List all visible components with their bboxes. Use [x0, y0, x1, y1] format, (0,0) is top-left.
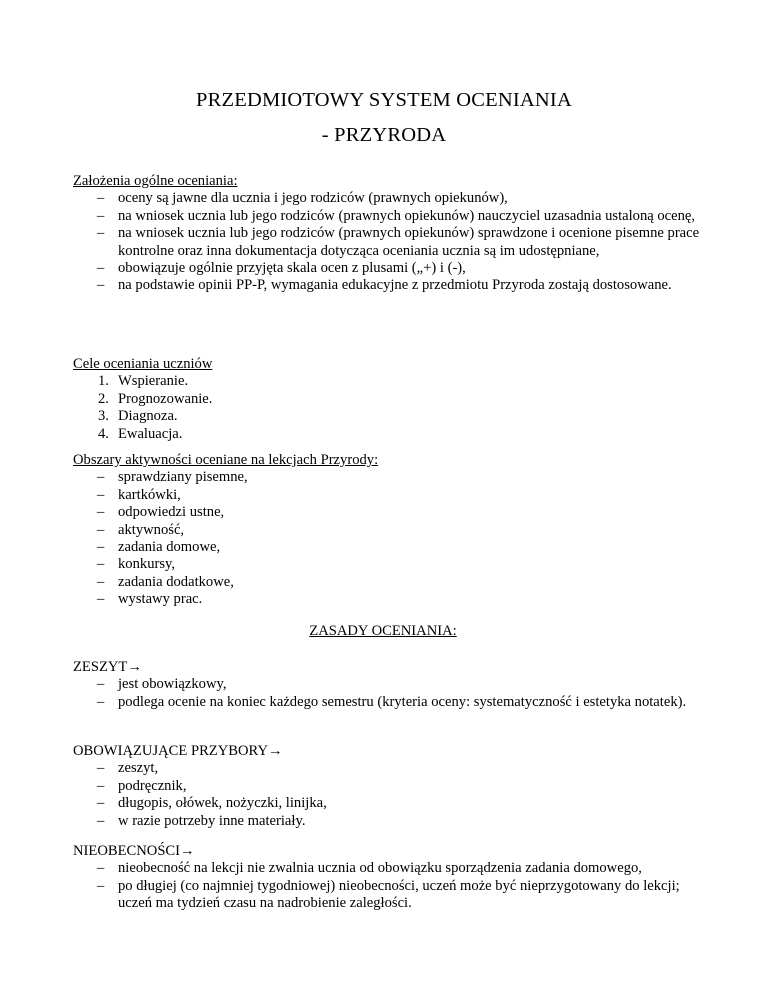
list-item [73, 487, 713, 504]
list-item [73, 504, 713, 521]
list-item [73, 522, 713, 539]
list-item-text: kartkówki, [118, 486, 181, 503]
list-item-text: podlega ocenie na koniec każdego semestru (kryteria oceny: systematyczność i estetyka notatek). [118, 693, 687, 710]
list-item-text: zeszyt, [118, 760, 159, 777]
dash-bullet: – [97, 795, 105, 812]
list-item [73, 760, 713, 777]
dash-bullet: – [97, 777, 105, 794]
list-item-text: Ewaluacja. [118, 425, 183, 442]
list-item [73, 813, 713, 830]
dash-bullet: – [97, 504, 105, 521]
dash-bullet: – [97, 556, 105, 573]
section-obszary [73, 452, 713, 609]
list-item [73, 556, 713, 573]
list-item-text: po długiej (co najmniej tygodniowej) nieobecności, uczeń może być nieprzygotowany do lekcji; uczeń ma tydzień czasu na nadrobienie zaległości. [118, 877, 680, 912]
list-item-text: nieobecność na lekcji nie zwalnia ucznia od obowiązku sporządzenia zadania domowego, [118, 860, 642, 877]
section-heading-zeszyt: ZESZYT→ [73, 659, 142, 675]
list-number: 4. [98, 425, 109, 442]
list-item-text: jest obowiązkowy, [118, 676, 227, 693]
list-item [73, 208, 713, 225]
section-heading-obszary: Obszary aktywności oceniane na lekcjach Przyrody: [73, 452, 379, 468]
dash-bullet: – [97, 760, 105, 777]
list-number: 3. [98, 408, 109, 425]
dash-bullet: – [97, 591, 105, 608]
list-item-text: konkursy, [118, 556, 176, 573]
document-title: PRZEDMIOTOWY SYSTEM OCENIANIA [196, 89, 572, 111]
przybory-list [73, 760, 713, 830]
list-item [73, 778, 713, 795]
list-number: 1. [98, 373, 109, 390]
section-zeszyt [73, 659, 713, 711]
list-item [73, 591, 713, 608]
list-item [73, 225, 713, 260]
list-item [73, 676, 713, 693]
list-item-text: zadania domowe, [118, 539, 221, 556]
document-subtitle: - PRZYRODA [321, 124, 447, 146]
section-przybory [73, 743, 713, 830]
dash-bullet: – [97, 812, 105, 829]
list-item-text: w razie potrzeby inne materiały. [118, 812, 306, 829]
section-nieobecnosci [73, 843, 713, 913]
dash-bullet: – [97, 207, 105, 224]
obszary-list [73, 469, 713, 608]
section-heading-nieobecnosci: NIEOBECNOŚCI→ [73, 843, 195, 859]
list-item-text: obowiązuje ogólnie przyjęta skala ocen z plusami („+) i (-), [118, 260, 466, 277]
list-item-text: oceny są jawne dla ucznia i jego rodziców (prawnych opiekunów), [118, 190, 508, 207]
list-item [73, 277, 713, 294]
cele-list [73, 373, 713, 443]
list-item-text: na podstawie opinii PP-P, wymagania edukacyjne z przedmiotu Przyroda zostają dostosowane. [118, 277, 672, 294]
section-heading-przybory: OBOWIĄZUJĄCE PRZYBORY→ [73, 743, 283, 759]
list-item [73, 426, 713, 443]
dash-bullet: – [97, 693, 105, 710]
dash-bullet: – [97, 277, 105, 294]
dash-bullet: – [97, 573, 105, 590]
dash-bullet: – [97, 860, 105, 877]
list-item [73, 469, 713, 486]
list-item-text: długopis, ołówek, nożyczki, linijka, [118, 795, 327, 812]
list-item [73, 391, 713, 408]
list-item-text: zadania dodatkowe, [118, 573, 234, 590]
section-zalozenia [73, 173, 713, 295]
dash-bullet: – [97, 877, 105, 894]
list-item [73, 190, 713, 207]
section-heading-cele: Cele oceniania uczniów [73, 356, 213, 372]
list-item [73, 539, 713, 556]
section-heading-zalozenia: Założenia ogólne oceniania: [73, 173, 238, 189]
list-item-text: na wniosek ucznia lub jego rodziców (prawnych opiekunów) nauczyciel uzasadnia ustaloną ocenę, [118, 207, 696, 224]
list-item [73, 878, 713, 913]
list-item-text: sprawdziany pisemne, [118, 469, 248, 486]
section-zasady [73, 623, 713, 640]
dash-bullet: – [97, 676, 105, 693]
list-item-text: odpowiedzi ustne, [118, 504, 225, 521]
section-cele [73, 356, 713, 443]
list-item [73, 860, 713, 877]
zalozenia-list [73, 190, 713, 294]
list-number: 2. [98, 390, 109, 407]
dash-bullet: – [97, 539, 105, 556]
list-item-text: wystawy prac. [118, 591, 203, 608]
list-item-text: na wniosek ucznia lub jego rodziców (prawnych opiekunów) sprawdzone i ocenione pisemne prace kontrolne oraz inna dokumentacja dotycząca oceniania ucznia są im udostępniane, [118, 225, 700, 259]
dash-bullet: – [97, 486, 105, 503]
section-heading-zasady: ZASADY OCENIANIA: [309, 623, 457, 639]
dash-bullet: – [97, 469, 105, 486]
list-item-text: Prognozowanie. [118, 390, 213, 407]
list-item [73, 694, 713, 711]
dash-bullet: – [97, 260, 105, 277]
list-item-text: Diagnoza. [118, 408, 178, 425]
dash-bullet: – [97, 190, 105, 207]
list-item [73, 574, 713, 591]
list-item-text: aktywność, [118, 521, 185, 538]
list-item [73, 260, 713, 277]
dash-bullet: – [97, 521, 105, 538]
list-item [73, 373, 713, 390]
list-item-text: podręcznik, [118, 777, 187, 794]
list-item [73, 795, 713, 812]
list-item-text: Wspieranie. [118, 373, 189, 390]
list-item [73, 408, 713, 425]
nieobecnosci-list [73, 860, 713, 912]
zeszyt-list [73, 676, 713, 711]
dash-bullet: – [97, 225, 105, 242]
